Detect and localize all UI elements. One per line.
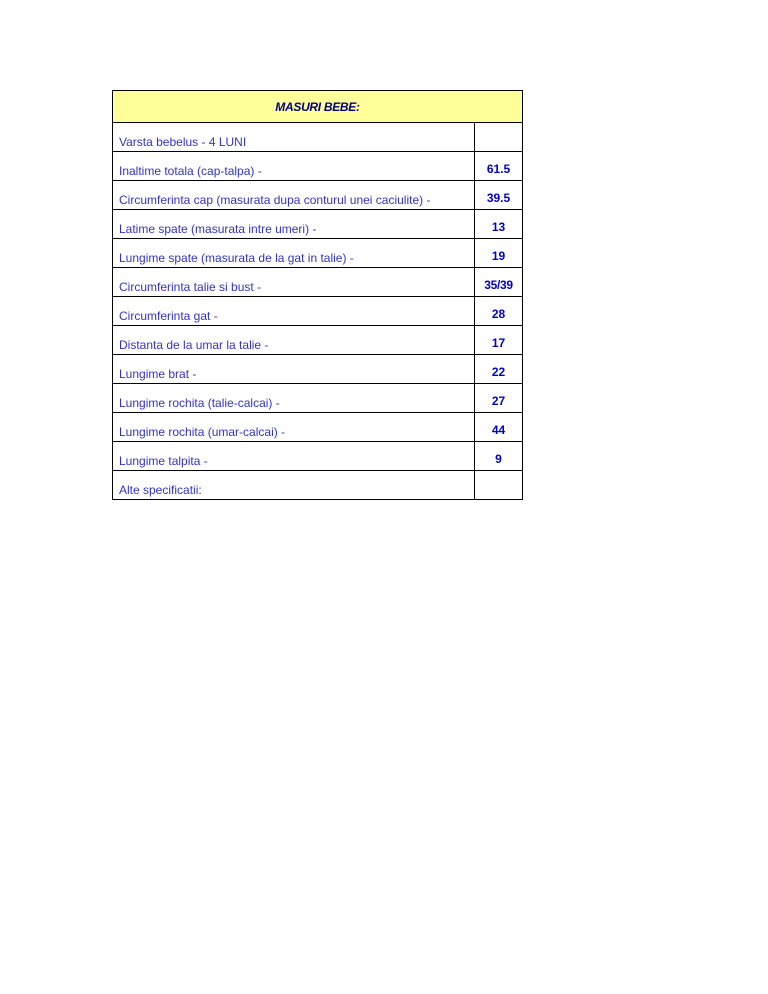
row-label-baby-age: Varsta bebelus - 4 LUNI — [113, 123, 475, 152]
row-label-head-circumference: Circumferinta cap (masurata dupa conturul unei caciulite) - — [113, 181, 475, 210]
row-value-total-height: 61.5 — [475, 152, 523, 181]
row-label-arm-length: Lungime brat - — [113, 355, 475, 384]
table-row — [113, 326, 523, 355]
table-row — [113, 471, 523, 500]
row-value-baby-age — [475, 123, 523, 152]
table-row — [113, 442, 523, 471]
table-title: MASURI BEBE: — [113, 91, 523, 123]
row-value-shoulder-waist: 17 — [475, 326, 523, 355]
table-row — [113, 239, 523, 268]
row-value-back-width: 13 — [475, 210, 523, 239]
row-label-waist-bust: Circumferinta talie si bust - — [113, 268, 475, 297]
table-row — [113, 123, 523, 152]
row-label-back-length: Lungime spate (masurata de la gat in talie) - — [113, 239, 475, 268]
row-label-dress-shoulder-heel: Lungime rochita (umar-calcai) - — [113, 413, 475, 442]
row-label-total-height: Inaltime totala (cap-talpa) - — [113, 152, 475, 181]
row-value-dress-shoulder-heel: 44 — [475, 413, 523, 442]
row-value-other-specs — [475, 471, 523, 500]
row-value-arm-length: 22 — [475, 355, 523, 384]
row-label-other-specs: Alte specificatii: — [113, 471, 475, 500]
table-row — [113, 152, 523, 181]
table-row — [113, 210, 523, 239]
row-label-sole-length: Lungime talpita - — [113, 442, 475, 471]
table-row — [113, 297, 523, 326]
row-value-dress-waist-heel: 27 — [475, 384, 523, 413]
row-value-head-circumference: 39.5 — [475, 181, 523, 210]
row-label-back-width: Latime spate (masurata intre umeri) - — [113, 210, 475, 239]
baby-measurements-table — [112, 90, 523, 500]
row-value-neck-circumference: 28 — [475, 297, 523, 326]
row-label-dress-waist-heel: Lungime rochita (talie-calcai) - — [113, 384, 475, 413]
table-header-row — [113, 91, 523, 123]
table-row — [113, 181, 523, 210]
row-value-back-length: 19 — [475, 239, 523, 268]
row-label-shoulder-waist: Distanta de la umar la talie - — [113, 326, 475, 355]
table-row — [113, 413, 523, 442]
row-label-neck-circumference: Circumferinta gat - — [113, 297, 475, 326]
table-row — [113, 384, 523, 413]
table-row — [113, 355, 523, 384]
table-row — [113, 268, 523, 297]
row-value-sole-length: 9 — [475, 442, 523, 471]
row-value-waist-bust: 35/39 — [475, 268, 523, 297]
